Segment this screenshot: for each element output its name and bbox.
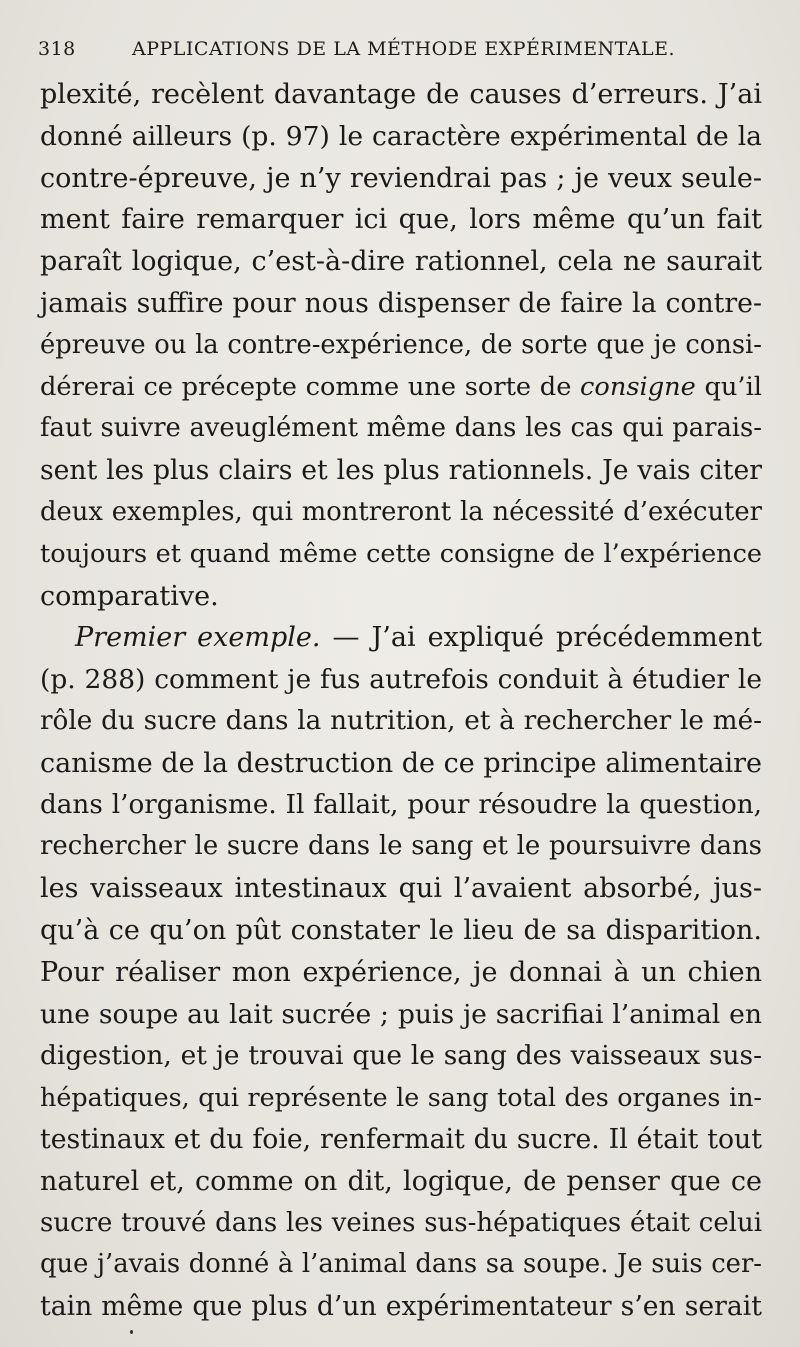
text-line: contre-épreuve, je n’y reviendrai pas ; je veux seule- [40, 162, 762, 194]
text-line: ment faire remarquer ici que, lors même qu’un fait [40, 204, 762, 236]
text-line: hépatiques, qui représente le sang total des organes in- [40, 1082, 762, 1113]
running-head [38, 38, 758, 68]
text-line: toujours et quand même cette consigne de l’expérience [40, 538, 762, 569]
text-line: rechercher le sucre dans le sang et le poursuivre dans [40, 831, 762, 862]
text-line: canisme de la destruction de ce principe alimentaire [40, 747, 762, 779]
text-line: naturel et, comme on dit, logique, de penser que ce [40, 1165, 762, 1197]
text-line: paraît logique, c’est-à-dire rationnel, cela ne saurait [40, 246, 762, 278]
text-line: sent les plus clairs et les plus rationnels. Je vais citer [40, 455, 762, 487]
paragraph-heading-line [40, 617, 762, 659]
ink-speck [130, 1330, 133, 1334]
text-line: faut suivre aveuglément même dans les cas qui parais- [40, 413, 762, 444]
text-line: épreuve ou la contre-expérience, de sorte que je consi- [40, 329, 762, 360]
italic-term: consigne [580, 371, 696, 402]
text-line: digestion, et je trouvai que le sang des vaisseaux sus- [40, 1040, 762, 1072]
text-segment: dérerai ce précepte comme une sorte de [40, 371, 581, 402]
text-line: tain même que plus d’un expérimentateur s’en serait [40, 1291, 762, 1323]
text-line: comparative. [40, 580, 219, 612]
example-heading: Premier exemple. [75, 622, 321, 654]
text-line: (p. 288) comment je fus autrefois conduit à étudier le [40, 664, 762, 696]
text-line: Pour réaliser mon expérience, je donnai à un chien [40, 956, 762, 988]
text-line: que j’avais donné à l’animal dans sa soupe. Je suis cer- [40, 1249, 762, 1280]
text-line: qu’à ce qu’on pût constater le lieu de sa disparition. [40, 914, 762, 946]
text-line: deux exemples, qui montreront la nécessité d’exécuter [40, 496, 762, 527]
text-line: plexité, recèlent davantage de causes d’erreurs. J’ai [40, 79, 762, 110]
text-line [40, 367, 762, 409]
text-line: dans l’organisme. Il fallait, pour résoudre la question, [40, 789, 762, 820]
text-line: les vaisseaux intestinaux qui l’avaient absorbé, jus- [40, 873, 762, 905]
page-number: 318 [38, 38, 76, 60]
text-line: testinaux et du foie, renfermait du sucre. Il était tout [40, 1123, 762, 1155]
text-segment: qu’il [695, 371, 762, 402]
text-line: une soupe au lait sucrée ; puis je sacrifiai l’animal en [40, 998, 762, 1030]
text-line: sucre trouvé dans les veines sus-hépatiques était celui [40, 1207, 762, 1238]
text-line: jamais suffire pour nous dispenser de faire la contre- [40, 287, 762, 319]
text-segment: — J’ai expliqué précédemment [320, 622, 762, 654]
text-line: donné ailleurs (p. 97) le caractère expérimental de la [40, 120, 762, 152]
body-text [40, 74, 762, 1328]
running-title: APPLICATIONS DE LA MÉTHODE EXPÉRIMENTALE. [132, 38, 676, 60]
text-line: rôle du sucre dans la nutrition, et à rechercher le mé- [40, 705, 762, 736]
